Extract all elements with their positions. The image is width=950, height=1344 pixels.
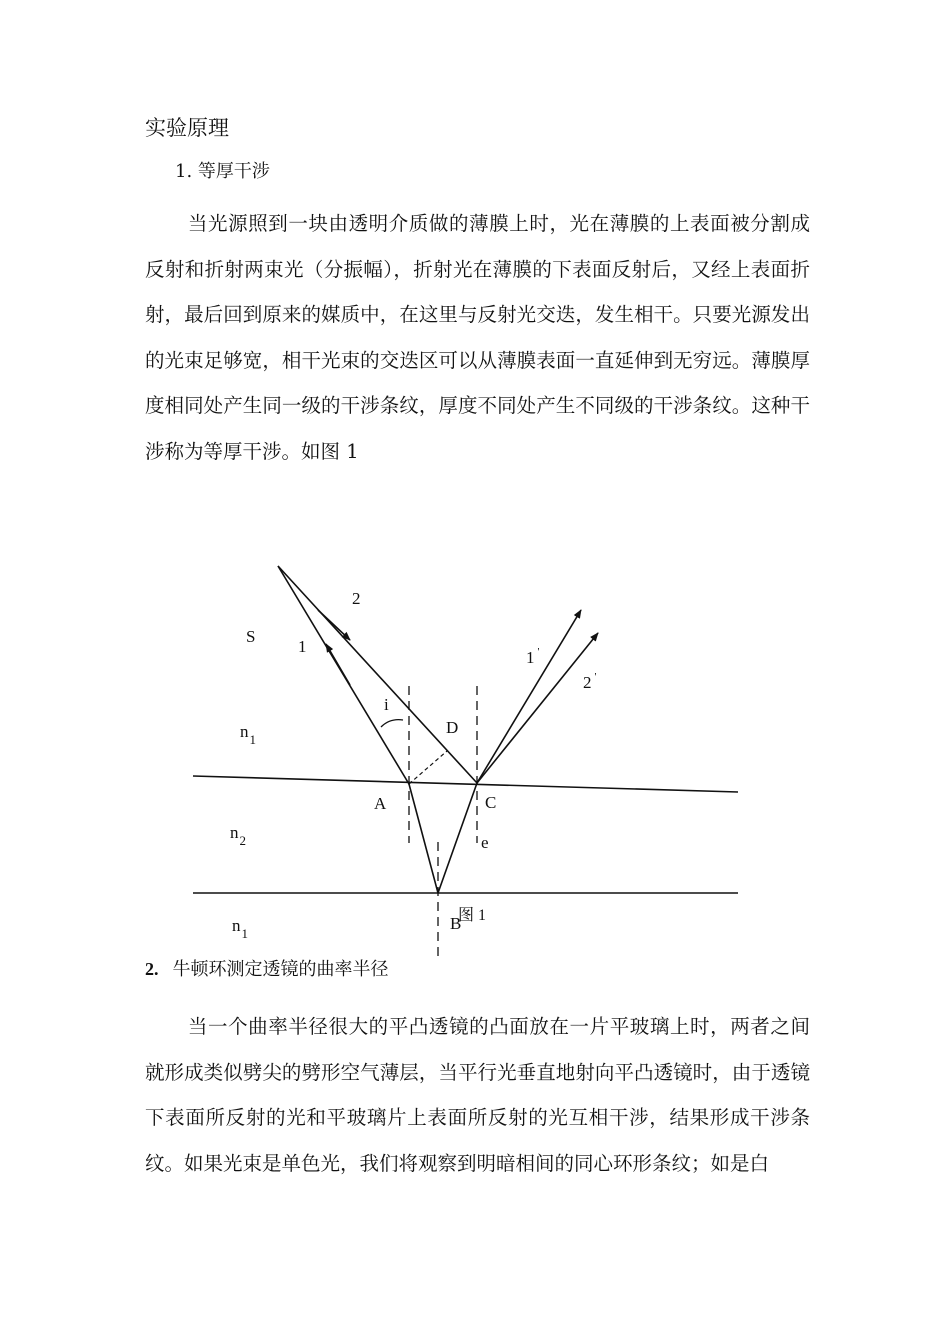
paragraph-newton-rings: 当一个曲率半径很大的平凸透镜的凸面放在一片平玻璃上时，两者之间就形成类似劈尖的劈形空气薄层，当平行光垂直地射向平凸透镜时，由于透镜下表面所反射的光和平玻璃片上表面所反射的光互相干涉，结果形成干涉条纹。如果光束是单色光，我们将观察到明暗相间的同心环形条纹；如是白	[145, 1015, 810, 1175]
subsection-newton-rings	[145, 955, 389, 981]
label-ray-1-prime: 1 '	[526, 646, 540, 667]
label-ray-2: 2	[352, 589, 361, 608]
emergent-ray-1p	[477, 610, 581, 783]
section-number: 2.	[145, 959, 159, 979]
ray-1-arrow	[326, 644, 350, 685]
label-C: C	[485, 793, 497, 812]
reflected-ray-BC	[438, 783, 477, 893]
label-n2: $n_2$	[230, 823, 246, 848]
label-S: S	[246, 627, 256, 646]
upper-surface-line	[193, 776, 738, 792]
label-n1-bottom: $n_1$	[232, 916, 248, 941]
refracted-ray-AB	[409, 784, 438, 893]
label-n1-top: $n_1$	[240, 722, 256, 747]
incident-ray-2	[278, 566, 477, 783]
label-B: B	[450, 914, 462, 933]
label-D: D	[446, 718, 459, 737]
subsection-title-equal-thickness: 1. 等厚干涉	[175, 161, 270, 182]
angle-i-arc	[381, 720, 403, 727]
section-heading: 实验原理	[145, 116, 229, 140]
label-angle-i: i	[384, 695, 389, 714]
perpendicular-AD	[409, 751, 447, 784]
section-title: 牛顿环测定透镜的曲率半径	[172, 959, 389, 980]
ray-2-arrow	[318, 610, 350, 640]
label-ray-1: 1	[298, 637, 307, 656]
figure-1-caption: 图 1	[458, 907, 487, 924]
label-ray-2-prime: 2 '	[583, 671, 597, 692]
label-A: A	[374, 794, 387, 813]
paragraph-equal-thickness: 当光源照到一块由透明介质做的薄膜上时，光在薄膜的上表面被分割成反射和折射两束光（分振幅），折射光在薄膜的下表面反射后，又经上表面折射，最后回到原来的媒质中，在这里与反射光交迭，发生相干。只要光源发出的光束足够宽，相干光束的交迭区可以从薄膜表面一直延伸到无穷远。薄膜厚度相同处产生同一级的干涉条纹，厚度不同处产生不同级的干涉条纹。这种干涉称为等厚干涉。如图 1	[145, 212, 810, 463]
label-e: e	[481, 833, 489, 852]
